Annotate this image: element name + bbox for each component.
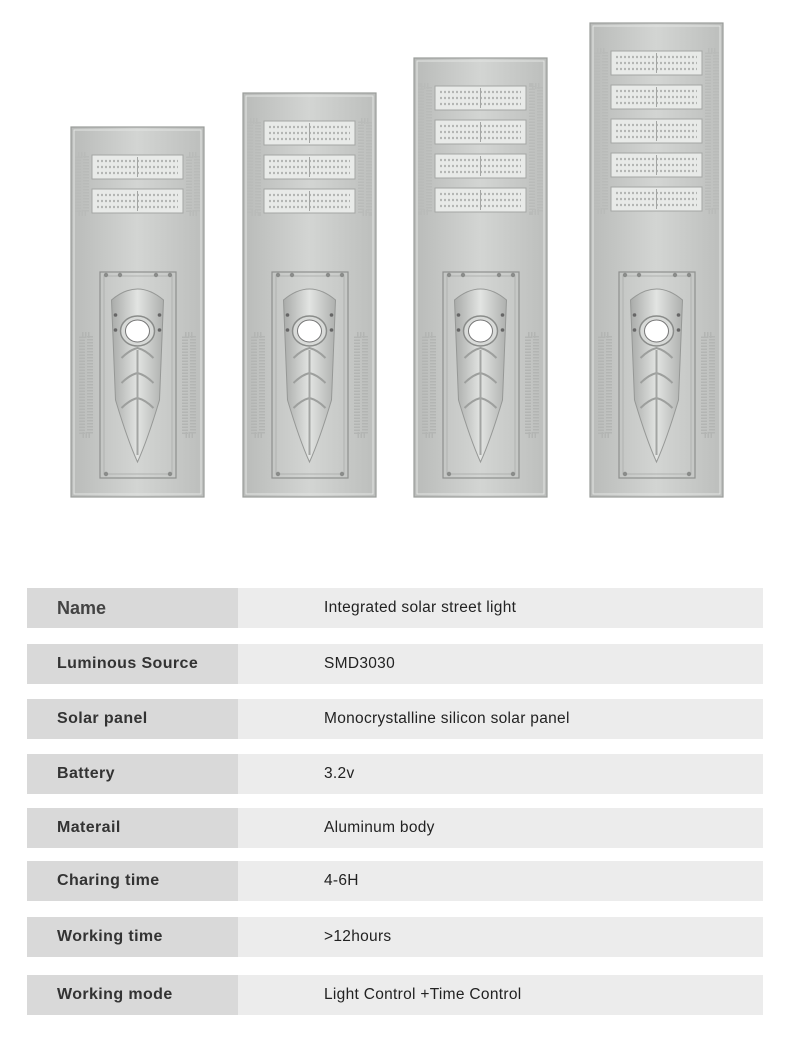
spec-label: Working mode xyxy=(27,975,238,1015)
spec-value: Monocrystalline silicon solar panel xyxy=(238,699,763,739)
spec-label: Battery xyxy=(27,754,238,794)
spec-row-name xyxy=(27,588,763,628)
spec-value: Integrated solar street light xyxy=(238,588,763,628)
spec-label: Luminous Source xyxy=(27,644,238,684)
spec-row-working-time xyxy=(27,917,763,957)
spec-row-charging-time xyxy=(27,861,763,901)
spec-label: Working time xyxy=(27,917,238,957)
spec-value: 4-6H xyxy=(238,861,763,901)
spec-value: >12hours xyxy=(238,917,763,957)
spec-label: Name xyxy=(27,588,238,628)
spec-label: Solar panel xyxy=(27,699,238,739)
spec-row-solar-panel xyxy=(27,699,763,739)
spec-row-material xyxy=(27,808,763,848)
spec-label: Materail xyxy=(27,808,238,848)
spec-value: SMD3030 xyxy=(238,644,763,684)
spec-value: 3.2v xyxy=(238,754,763,794)
spec-row-battery xyxy=(27,754,763,794)
spec-label: Charing time xyxy=(27,861,238,901)
spec-value: Light Control +Time Control xyxy=(238,975,763,1015)
spec-row-working-mode xyxy=(27,975,763,1015)
spec-value: Aluminum body xyxy=(238,808,763,848)
spec-row-luminous-source xyxy=(27,644,763,684)
